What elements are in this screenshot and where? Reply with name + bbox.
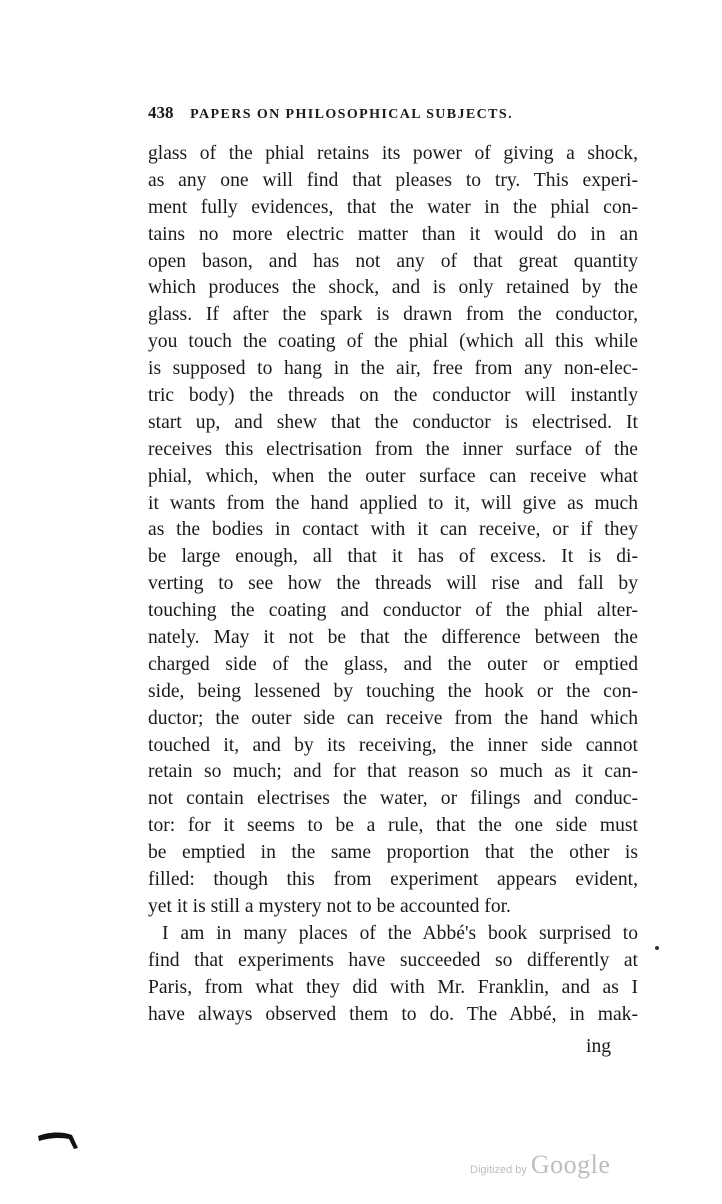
text-line: phial, which, when the outer surface can receive what xyxy=(148,465,638,487)
text-line: verting to see how the threads will rise and fall by xyxy=(148,573,638,595)
text-line: you touch the coating of the phial (which all this while xyxy=(148,331,638,353)
text-line: nately. May it not be that the difference between the xyxy=(148,627,638,649)
text-line: touching the coating and conductor of the phial alter- xyxy=(148,600,638,622)
text-line: open bason, and has not any of that great quantity xyxy=(148,250,638,272)
page-number: 438 xyxy=(148,103,174,122)
text-line: it wants from the hand applied to it, will give as much xyxy=(148,492,638,514)
text-line: be large enough, all that it has of excess. It is di- xyxy=(148,546,638,568)
google-logo-text: Google xyxy=(530,1150,611,1179)
text-line: start up, and shew that the conductor is electrised. It xyxy=(148,411,638,433)
catchword: ing xyxy=(586,1036,612,1057)
text-line: side, being lessened by touching the hook or the con- xyxy=(148,680,638,702)
text-line: glass. If after the spark is drawn from the conductor, xyxy=(148,304,638,326)
ink-blot-mark xyxy=(34,1126,86,1156)
text-line: tor: for it seems to be a rule, that the one side must xyxy=(148,815,638,837)
text-line: tric body) the threads on the conductor will instantly xyxy=(148,385,638,407)
text-line: is supposed to hang in the air, free from any non-elec- xyxy=(148,358,638,380)
text-line: have always observed them to do. The Abbé, in mak- xyxy=(148,1003,638,1025)
ink-speck xyxy=(655,946,659,950)
text-line: glass of the phial retains its power of giving a shock, xyxy=(148,143,638,164)
text-line: find that experiments have succeeded so differently at xyxy=(148,949,638,971)
text-line: ductor; the outer side can receive from the hand which xyxy=(148,707,638,729)
text-line: as the bodies in contact with it can receive, or if they xyxy=(148,519,638,541)
text-line: filled: though this from experiment appears evident, xyxy=(148,869,638,891)
text-line: charged side of the glass, and the outer or emptied xyxy=(148,653,638,675)
text-line: touched it, and by its receiving, the inner side cannot xyxy=(148,734,638,756)
text-line: be emptied in the same proportion that the other is xyxy=(148,842,638,864)
running-title: PAPERS ON PHILOSOPHICAL SUBJECTS. xyxy=(190,107,513,122)
running-header xyxy=(148,103,638,125)
google-watermark xyxy=(470,1150,610,1190)
text-line: retain so much; and for that reason so much as it can- xyxy=(148,761,638,783)
text-line: ment fully evidences, that the water in the phial con- xyxy=(148,196,638,218)
text-line: receives this electrisation from the inner surface of the xyxy=(148,438,638,460)
text-line: yet it is still a mystery not to be accounted for. xyxy=(148,895,511,917)
digitized-by-label: Digitized by xyxy=(470,1164,527,1176)
text-line: Paris, from what they did with Mr. Franklin, and as I xyxy=(148,976,638,998)
text-line: I am in many places of the Abbé's book surprised to xyxy=(162,922,638,944)
text-line: not contain electrises the water, or filings and conduc- xyxy=(148,788,638,810)
text-line: tains no more electric matter than it would do in an xyxy=(148,223,638,245)
text-line: which produces the shock, and is only retained by the xyxy=(148,277,638,299)
text-line: as any one will find that pleases to try. This experi- xyxy=(148,169,638,191)
body-text xyxy=(148,141,638,1028)
